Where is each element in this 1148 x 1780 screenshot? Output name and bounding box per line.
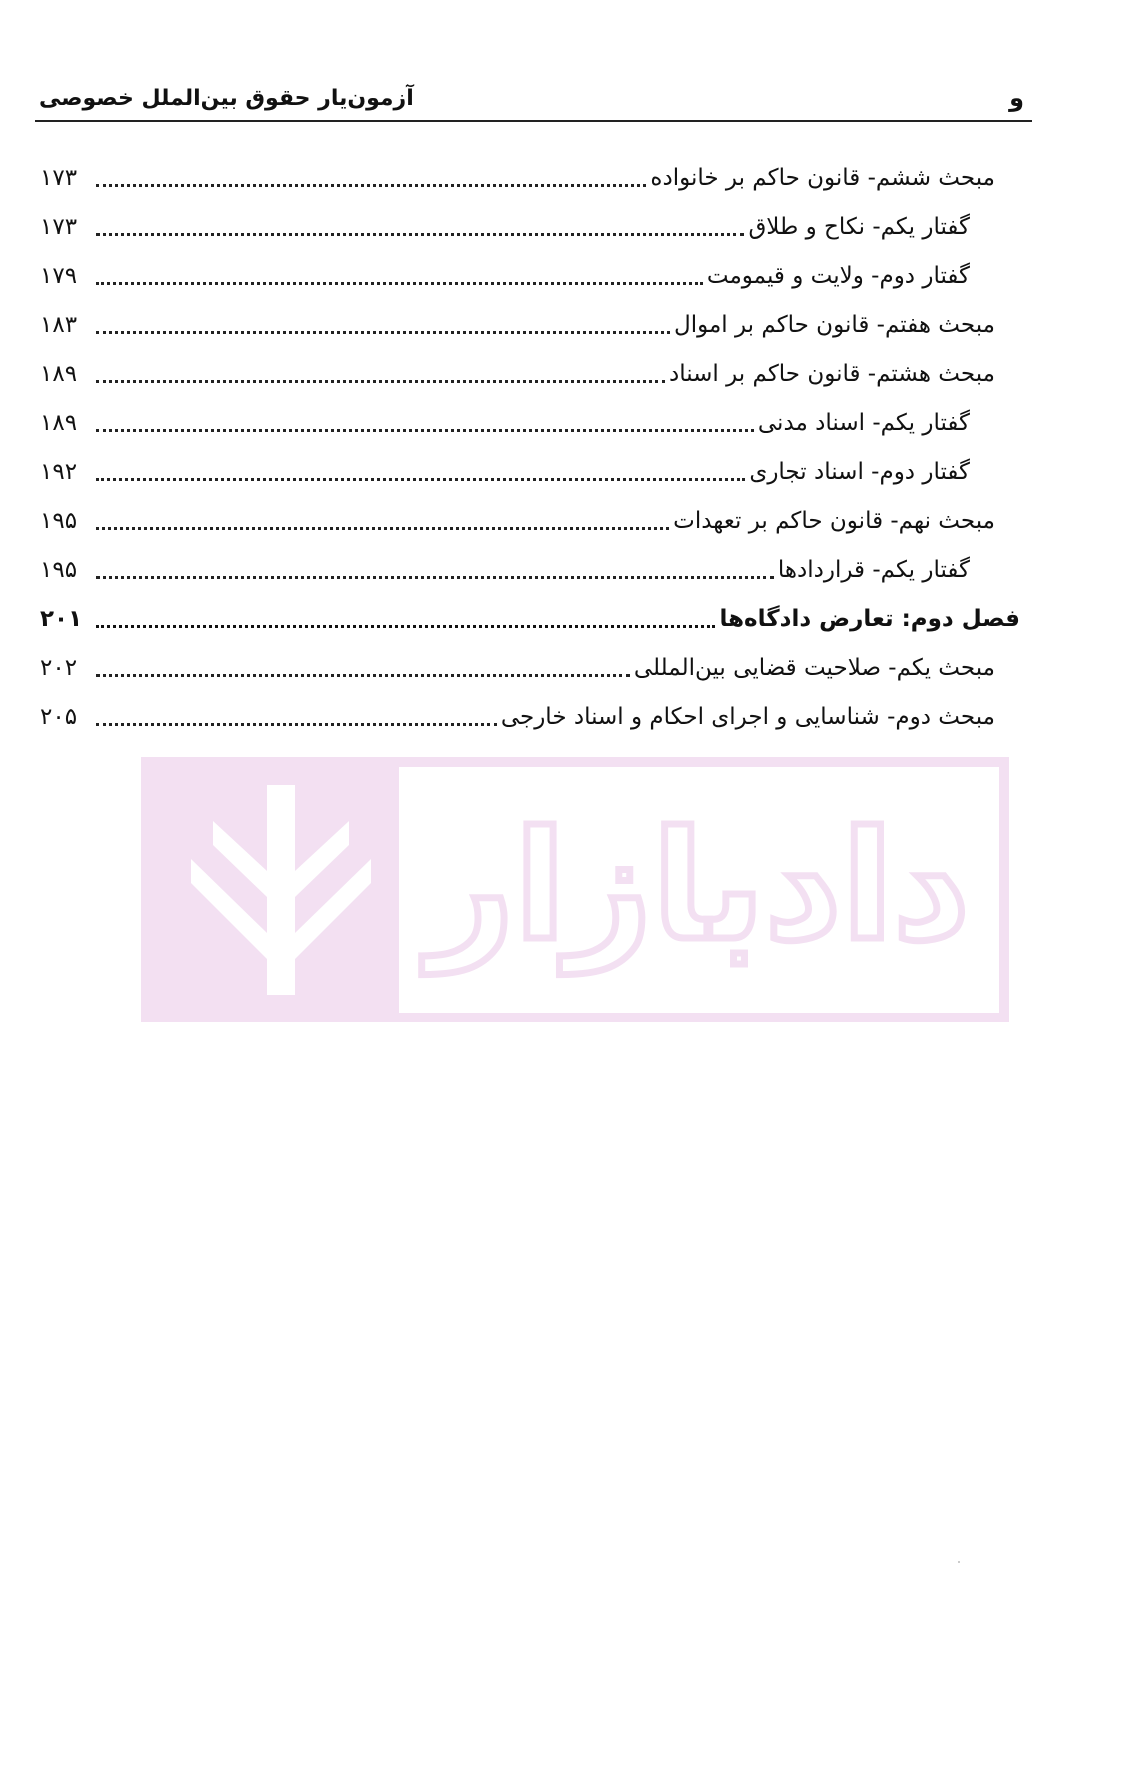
toc-entry[interactable] [40, 393, 1020, 442]
scan-speck [958, 1561, 960, 1563]
toc-entry-page: ۲۰۲ [40, 655, 78, 681]
toc-entry-title: گفتار دوم- ولایت و قیمومت [706, 263, 970, 289]
toc-entry-page: ۱۷۳ [40, 165, 78, 191]
page-number: و [1009, 84, 1024, 112]
toc-entry-title: مبحث هشتم- قانون حاکم بر اسناد [668, 361, 995, 387]
toc-entry-page: ۱۷۹ [40, 263, 78, 289]
toc-entry[interactable] [40, 442, 1020, 491]
toc-entry-title: مبحث ششم- قانون حاکم بر خانواده [650, 165, 995, 191]
page-header [35, 82, 1032, 122]
header-rule [35, 120, 1032, 122]
dot-leader [96, 527, 669, 530]
toc-entry-title: مبحث دوم- شناسایی و اجرای احکام و اسناد خارجی [500, 704, 995, 730]
toc-entry[interactable] [40, 540, 1020, 589]
toc-entry[interactable] [40, 295, 1020, 344]
tree-branch-icon [191, 779, 371, 999]
toc-entry-page: ۲۰۵ [40, 704, 78, 730]
toc-entry-page: ۲۰۱ [40, 606, 83, 632]
toc-entry-page: ۱۷۳ [40, 214, 78, 240]
toc-entry-title: گفتار دوم- اسناد تجاری [749, 459, 970, 485]
table-of-contents [40, 148, 1020, 736]
dot-leader [96, 429, 754, 432]
dot-leader [96, 576, 774, 579]
toc-entry-title: مبحث هفتم- قانون حاکم بر اموال [673, 312, 995, 338]
watermark-wordmark-text: دادبازار [427, 800, 971, 974]
toc-entry[interactable] [40, 638, 1020, 687]
toc-entry-title: گفتار یکم- اسناد مدنی [757, 410, 970, 436]
dot-leader [96, 233, 744, 236]
dot-leader [96, 723, 497, 726]
toc-entry-page: ۱۹۲ [40, 459, 78, 485]
toc-entry[interactable] [40, 687, 1020, 736]
toc-entry-title: مبحث یکم- صلاحیت قضایی بین‌المللی [633, 655, 995, 681]
toc-entry-title: گفتار یکم- نکاح و طلاق [748, 214, 970, 240]
toc-entry[interactable] [40, 197, 1020, 246]
watermark-wordmark [399, 767, 999, 1013]
watermark-frame [399, 767, 999, 1013]
running-title: آزمون‌یار حقوق بین‌الملل خصوصی [39, 86, 414, 111]
toc-entry-page: ۱۹۵ [40, 557, 78, 583]
toc-entry[interactable] [40, 491, 1020, 540]
toc-entry-page: ۱۸۹ [40, 410, 78, 436]
dot-leader [96, 331, 670, 334]
dot-leader [96, 282, 703, 285]
toc-entry[interactable] [40, 246, 1020, 295]
toc-entry[interactable] [40, 344, 1020, 393]
toc-chapter-entry[interactable] [40, 589, 1020, 638]
dot-leader [96, 478, 745, 481]
toc-entry-page: ۱۸۳ [40, 312, 78, 338]
dot-leader [96, 625, 715, 628]
toc-entry-page: ۱۸۹ [40, 361, 78, 387]
toc-entry-title: فصل دوم: تعارض دادگاه‌ها [719, 606, 1020, 632]
toc-entry[interactable] [40, 148, 1020, 197]
toc-entry-title: گفتار یکم- قراردادها [777, 557, 970, 583]
dot-leader [96, 184, 646, 187]
dot-leader [96, 674, 630, 677]
publisher-watermark [141, 757, 1009, 1022]
toc-entry-page: ۱۹۵ [40, 508, 78, 534]
toc-entry-title: مبحث نهم- قانون حاکم بر تعهدات [673, 508, 995, 534]
dot-leader [96, 380, 665, 383]
